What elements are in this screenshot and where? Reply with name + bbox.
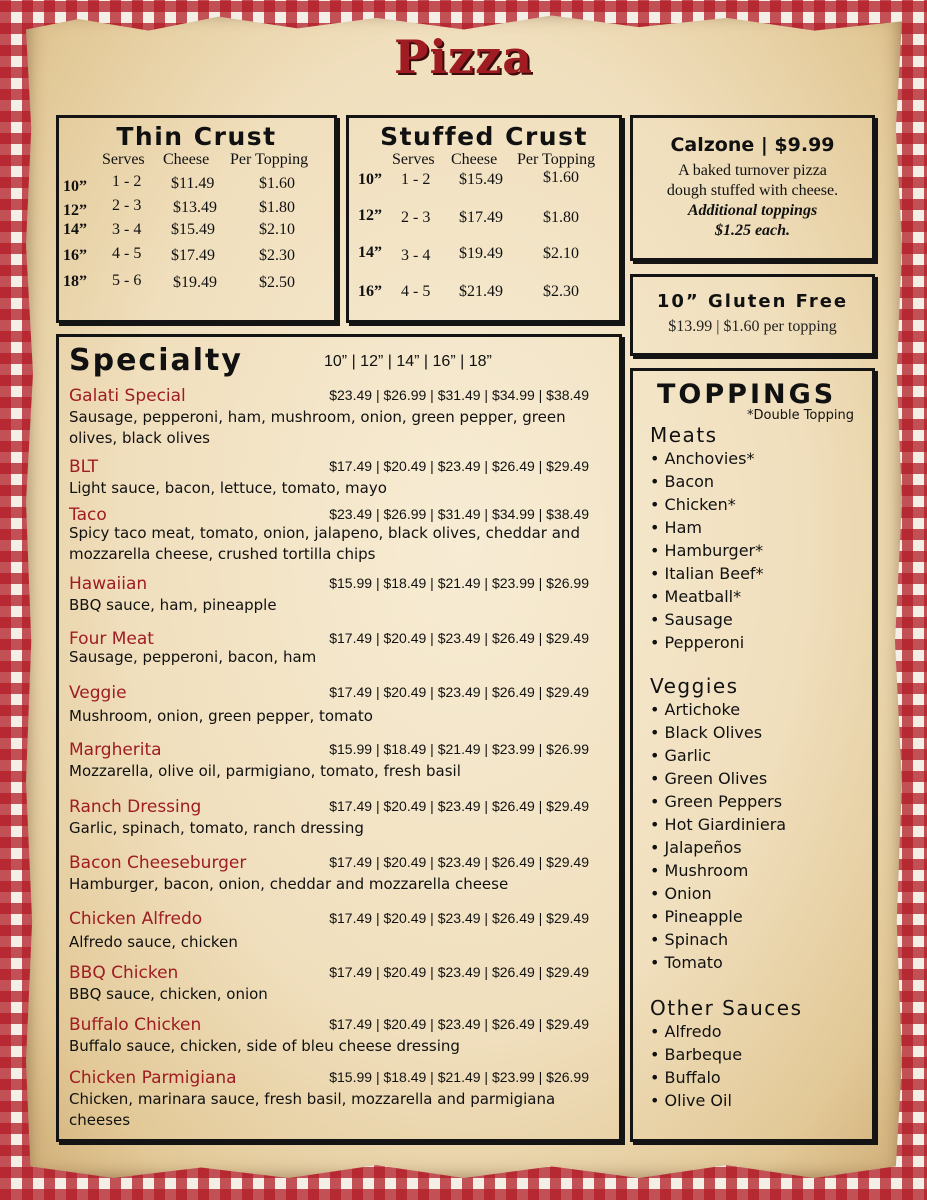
calzone-note: Additional toppings — [687, 202, 818, 219]
item-description: olives, black olives — [69, 429, 210, 447]
list-item: • Buffalo — [650, 1066, 872, 1089]
topping-price: $2.50 — [259, 274, 295, 291]
size-cell: 18” — [63, 273, 87, 290]
cheese-price: $21.49 — [459, 283, 503, 300]
cheese-price: $17.49 — [171, 247, 215, 264]
size-cell: 16” — [63, 247, 87, 264]
size-cell: 14” — [63, 221, 87, 238]
item-prices: $17.49 | $20.49 | $23.49 | $26.49 | $29.49 — [329, 684, 589, 700]
item-name: Four Meat — [69, 629, 154, 649]
meats-heading: Meats — [650, 423, 718, 447]
item-description: mozzarella cheese, crushed tortilla chips — [69, 545, 376, 563]
list-item: • Olive Oil — [650, 1089, 872, 1112]
item-description: Light sauce, bacon, lettuce, tomato, mayo — [69, 479, 387, 497]
column-cheese: Cheese — [163, 151, 210, 168]
list-item: • Anchovies* — [650, 447, 872, 470]
table-row — [59, 173, 334, 197]
table-row — [349, 171, 619, 209]
cheese-price: $17.49 — [459, 209, 503, 226]
cheese-price: $11.49 — [171, 175, 215, 192]
cheese-price: $15.49 — [171, 221, 215, 238]
specialty-item — [69, 1067, 589, 1131]
item-description: Buffalo sauce, chicken, side of bleu cheese dressing — [69, 1037, 460, 1055]
size-cell: 12” — [358, 207, 382, 224]
item-prices: $17.49 | $20.49 | $23.49 | $26.49 | $29.49 — [329, 854, 589, 870]
specialty-box — [56, 334, 622, 1142]
topping-price: $1.80 — [543, 209, 579, 226]
column-cheese: Cheese — [451, 151, 498, 168]
list-item: • Artichoke — [650, 698, 872, 721]
cheese-price: $19.49 — [459, 245, 503, 262]
item-description: Alfredo sauce, chicken — [69, 933, 238, 951]
table-row — [59, 197, 334, 221]
item-name: Chicken Parmigiana — [69, 1068, 237, 1088]
thin-crust-columns — [59, 151, 334, 173]
item-description: Hamburger, bacon, onion, cheddar and mozzarella cheese — [69, 875, 509, 893]
item-description: Sausage, pepperoni, bacon, ham — [69, 648, 317, 666]
item-name: Veggie — [69, 683, 127, 703]
list-item: • Hamburger* — [650, 539, 872, 562]
thin-crust-table — [59, 151, 334, 293]
list-item: • Hot Giardiniera — [650, 813, 872, 836]
item-description: BBQ sauce, ham, pineapple — [69, 596, 277, 614]
item-prices: $17.49 | $20.49 | $23.49 | $26.49 | $29.49 — [329, 910, 589, 926]
item-name: Galati Special — [69, 386, 186, 406]
item-description: Mozzarella, olive oil, parmigiano, tomato, fresh basil — [69, 762, 461, 780]
calzone-box — [630, 115, 875, 261]
list-item: • Green Olives — [650, 767, 872, 790]
list-item: • Bacon — [650, 470, 872, 493]
table-row — [59, 221, 334, 245]
toppings-heading: TOPPINGS — [657, 379, 837, 410]
size-cell: 14” — [358, 244, 382, 261]
item-description: Mushroom, onion, green pepper, tomato — [69, 707, 373, 725]
stuffed-crust-heading: Stuffed Crust — [380, 122, 588, 151]
item-prices: $17.49 | $20.49 | $23.49 | $26.49 | $29.49 — [329, 1016, 589, 1032]
list-item: • Onion — [650, 882, 872, 905]
thin-crust-box — [56, 115, 337, 323]
stuffed-crust-columns — [349, 151, 619, 171]
list-item: • Meatball* — [650, 585, 872, 608]
item-prices: $17.49 | $20.49 | $23.49 | $26.49 | $29.49 — [329, 458, 589, 474]
specialty-item — [69, 908, 589, 953]
list-item: • Barbeque — [650, 1043, 872, 1066]
specialty-item — [69, 682, 589, 727]
column-per-topping: Per Topping — [517, 151, 596, 168]
item-name: Buffalo Chicken — [69, 1015, 202, 1035]
list-item: • Mushroom — [650, 859, 872, 882]
size-cell: 12” — [63, 202, 87, 219]
topping-price: $1.60 — [259, 175, 295, 192]
specialty-item — [69, 739, 589, 782]
specialty-item — [69, 456, 589, 499]
size-cell: 10” — [358, 171, 382, 188]
item-description: Sausage, pepperoni, ham, mushroom, onion, green pepper, green — [69, 408, 566, 426]
topping-price: $2.30 — [259, 247, 295, 264]
item-name: Taco — [69, 505, 107, 525]
item-prices: $17.49 | $20.49 | $23.49 | $26.49 | $29.49 — [329, 630, 589, 646]
thin-crust-heading: Thin Crust — [116, 122, 277, 151]
calzone-description — [633, 161, 872, 241]
specialty-item — [69, 628, 589, 668]
topping-price: $1.80 — [259, 199, 295, 216]
item-name: Hawaiian — [69, 574, 148, 594]
serves-cell: 4 - 5 — [112, 245, 142, 262]
list-item: • Tomato — [650, 951, 872, 974]
specialty-item — [69, 962, 589, 1005]
specialty-item — [69, 385, 589, 449]
list-item: • Jalapeños — [650, 836, 872, 859]
serves-cell: 4 - 5 — [401, 283, 431, 300]
list-item: • Garlic — [650, 744, 872, 767]
sauces-list — [633, 1020, 872, 1112]
table-row — [349, 283, 619, 307]
item-name: Chicken Alfredo — [69, 909, 203, 929]
toppings-box — [630, 368, 875, 1142]
specialty-item — [69, 573, 589, 616]
gluten-free-title: 10” Gluten Free — [656, 291, 849, 312]
column-serves: Serves — [102, 151, 145, 168]
table-row — [349, 209, 619, 246]
list-item: • Green Peppers — [650, 790, 872, 813]
item-prices: $17.49 | $20.49 | $23.49 | $26.49 | $29.49 — [329, 798, 589, 814]
item-prices: $15.99 | $18.49 | $21.49 | $23.99 | $26.99 — [329, 741, 589, 757]
serves-cell: 1 - 2 — [112, 173, 142, 190]
list-item: • Sausage — [650, 608, 872, 631]
specialty-heading: Specialty — [69, 343, 243, 378]
list-item: • Ham — [650, 516, 872, 539]
item-description: Spicy taco meat, tomato, onion, jalapeno, black olives, cheddar and — [69, 524, 580, 542]
item-name: Margherita — [69, 740, 162, 760]
serves-cell: 3 - 4 — [401, 247, 431, 264]
veggies-heading: Veggies — [650, 674, 739, 698]
topping-price: $2.30 — [543, 283, 579, 300]
list-item: • Italian Beef* — [650, 562, 872, 585]
topping-price: $2.10 — [259, 221, 295, 238]
size-cell: 10” — [63, 178, 87, 195]
calzone-note: $1.25 each. — [714, 222, 791, 239]
gluten-free-box — [630, 274, 875, 356]
specialty-item — [69, 504, 589, 565]
list-item: • Black Olives — [650, 721, 872, 744]
item-name: BBQ Chicken — [69, 963, 179, 983]
list-item: • Alfredo — [650, 1020, 872, 1043]
column-serves: Serves — [392, 151, 435, 168]
item-name: Bacon Cheeseburger — [69, 853, 247, 873]
item-description: BBQ sauce, chicken, onion — [69, 985, 268, 1003]
item-name: Ranch Dressing — [69, 797, 202, 817]
column-per-topping: Per Topping — [230, 151, 309, 168]
specialty-item — [69, 1014, 589, 1057]
serves-cell: 1 - 2 — [401, 171, 431, 188]
item-description: Garlic, spinach, tomato, ranch dressing — [69, 819, 364, 837]
table-row — [59, 269, 334, 293]
table-row — [349, 246, 619, 283]
list-item: • Pepperoni — [650, 631, 872, 654]
calzone-line: dough stuffed with cheese. — [666, 182, 839, 199]
serves-cell: 2 - 3 — [112, 197, 142, 214]
specialty-item — [69, 796, 589, 839]
serves-cell: 5 - 6 — [112, 272, 142, 289]
other-sauces-heading: Other Sauces — [650, 996, 803, 1020]
serves-cell: 3 - 4 — [112, 221, 142, 238]
item-prices: $23.49 | $26.99 | $31.49 | $34.99 | $38.49 — [329, 387, 589, 403]
calzone-line: A baked turnover pizza — [678, 162, 827, 179]
item-description: Chicken, marinara sauce, fresh basil, mozzarella and parmigiana — [69, 1090, 556, 1108]
gluten-free-price: $13.99 | $1.60 per topping — [668, 318, 837, 335]
specialty-sizes: 10” | 12” | 14” | 16” | 18” — [324, 353, 492, 370]
item-prices: $23.49 | $26.99 | $31.49 | $34.99 | $38.49 — [329, 506, 589, 522]
list-item: • Spinach — [650, 928, 872, 951]
cheese-price: $13.49 — [173, 199, 217, 216]
calzone-title: Calzone | $9.99 — [670, 134, 835, 156]
meats-list — [633, 447, 872, 654]
list-item: • Pineapple — [650, 905, 872, 928]
topping-price: $2.10 — [543, 245, 579, 262]
item-name: BLT — [69, 457, 99, 477]
serves-cell: 2 - 3 — [401, 209, 431, 226]
size-cell: 16” — [358, 283, 382, 300]
item-prices: $15.99 | $18.49 | $21.49 | $23.99 | $26.99 — [329, 1069, 589, 1085]
item-description: cheeses — [69, 1111, 131, 1129]
veggies-list — [633, 698, 872, 974]
menu-title: Pizza — [393, 30, 534, 84]
item-prices: $17.49 | $20.49 | $23.49 | $26.49 | $29.49 — [329, 964, 589, 980]
double-topping-note: *Double Topping — [747, 408, 854, 423]
cheese-price: $15.49 — [459, 171, 503, 188]
specialty-item — [69, 852, 589, 895]
list-item: • Chicken* — [650, 493, 872, 516]
stuffed-crust-table — [349, 151, 619, 307]
topping-price: $1.60 — [543, 169, 579, 186]
item-prices: $15.99 | $18.49 | $21.49 | $23.99 | $26.99 — [329, 575, 589, 591]
stuffed-crust-box — [346, 115, 622, 323]
cheese-price: $19.49 — [173, 274, 217, 291]
table-row — [59, 245, 334, 269]
